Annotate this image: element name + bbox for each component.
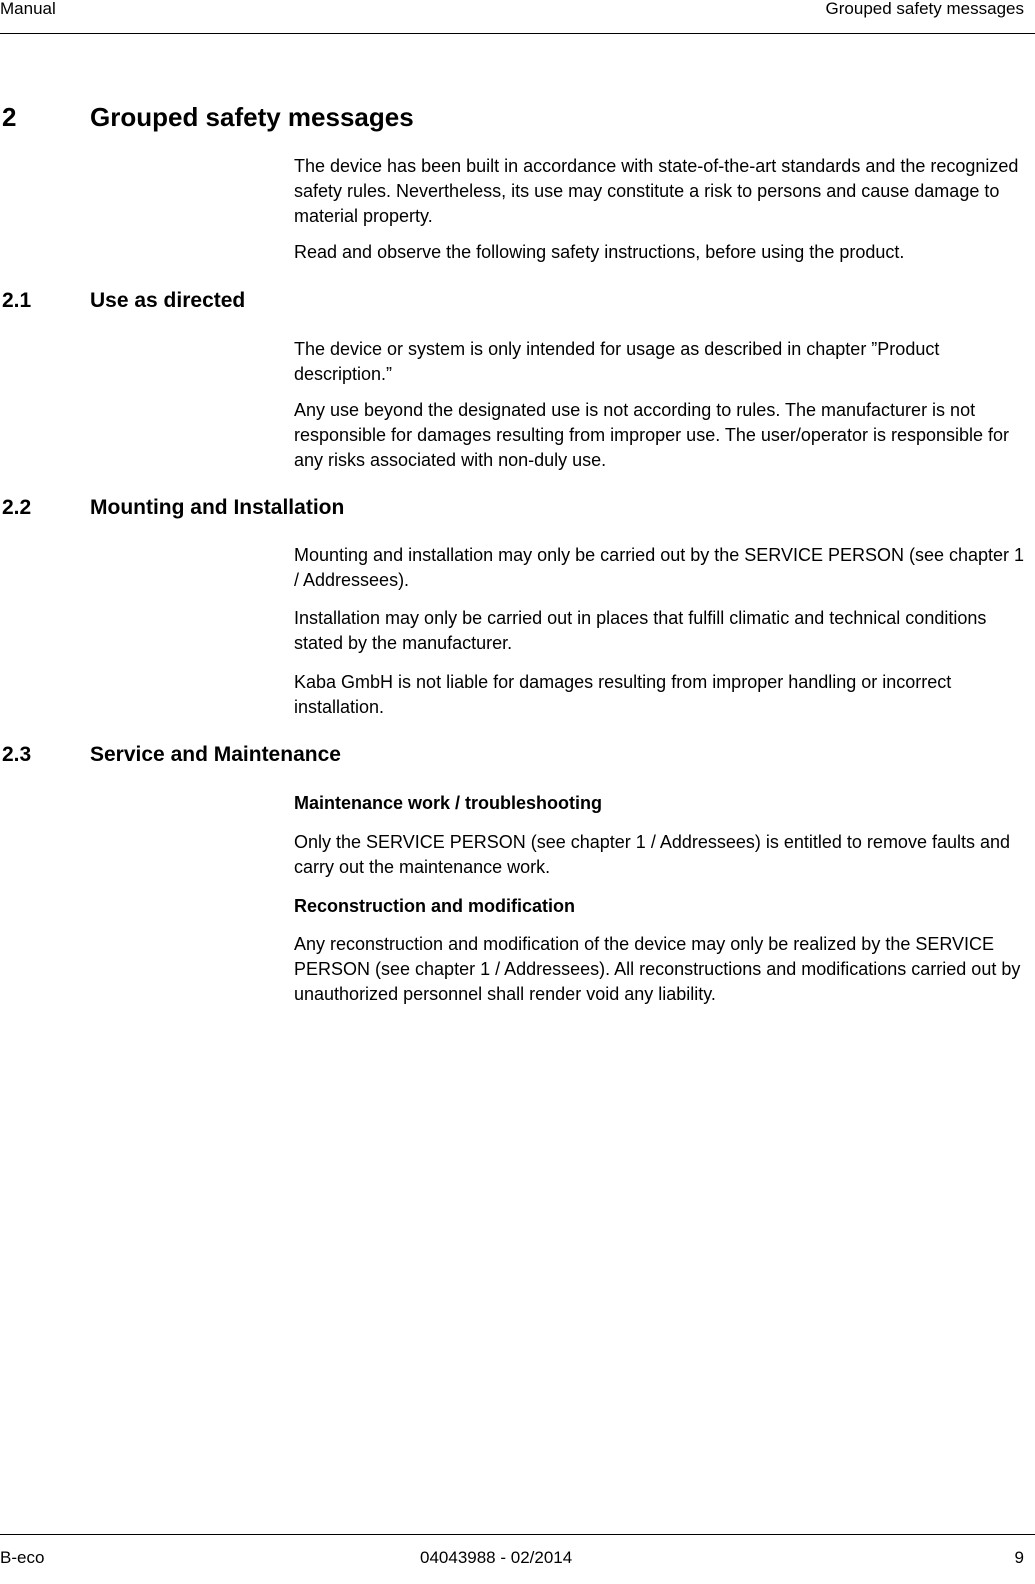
footer-page-number: 9 <box>1014 1548 1024 1567</box>
chapter-number: 2 <box>2 102 17 132</box>
paragraph: Any use beyond the designated use is not according to rules. The manufacturer is not responsible for damages resulting from improper use. The user/operator is responsible for any risks associated with non-duly use. <box>294 400 1010 470</box>
section-title: Mounting and Installation <box>90 496 345 519</box>
subheading-maintenance: Maintenance work / troubleshooting <box>294 793 603 813</box>
subheading-reconstruction: Reconstruction and modification <box>294 896 576 916</box>
section-heading-use-as-directed <box>0 289 1035 313</box>
chapter-title: Grouped safety messages <box>90 102 414 132</box>
paragraph: The device or system is only intended for usage as described in chapter ”Product description.” <box>294 339 940 384</box>
chapter-heading <box>0 102 1035 132</box>
paragraph: Mounting and installation may only be carried out by the SERVICE PERSON (see chapter 1 / Addressees). <box>294 545 1025 590</box>
paragraph: The device has been built in accordance with state-of-the-art standards and the recognized safety rules. Nevertheless, its use may constitute a risk to persons and cause damage to material property. <box>294 156 1019 226</box>
header-chapter-title: Grouped safety messages <box>825 0 1024 18</box>
paragraph: Only the SERVICE PERSON (see chapter 1 / Addressees) is entitled to remove faults and carry out the maintenance work. <box>294 832 1011 877</box>
paragraph: Kaba GmbH is not liable for damages resulting from improper handling or incorrect installation. <box>294 672 952 717</box>
paragraph: Installation may only be carried out in places that fulfill climatic and technical conditions stated by the manufacturer. <box>294 608 987 653</box>
footer-product-name: B-eco <box>0 1548 45 1567</box>
section-heading-service <box>0 743 1035 767</box>
paragraph: Read and observe the following safety instructions, before using the product. <box>294 242 905 262</box>
header-doc-type: Manual <box>0 0 56 18</box>
footer-doc-number: 04043988 - 02/2014 <box>420 1548 573 1567</box>
page-footer <box>0 1534 1035 1584</box>
section-title: Use as directed <box>90 289 246 312</box>
section-title: Service and Maintenance <box>90 743 341 766</box>
section-number: 2.1 <box>2 289 32 312</box>
page-header <box>0 0 1035 34</box>
section-number: 2.3 <box>2 743 32 766</box>
section-number: 2.2 <box>2 496 32 519</box>
paragraph: Any reconstruction and modification of the device may only be realized by the SERVICE PERSON (see chapter 1 / Addressees). All reconstructions and modifications carried out by unauthorized personnel shall render void any liability. <box>294 934 1021 1004</box>
section-heading-mounting <box>0 496 1035 520</box>
